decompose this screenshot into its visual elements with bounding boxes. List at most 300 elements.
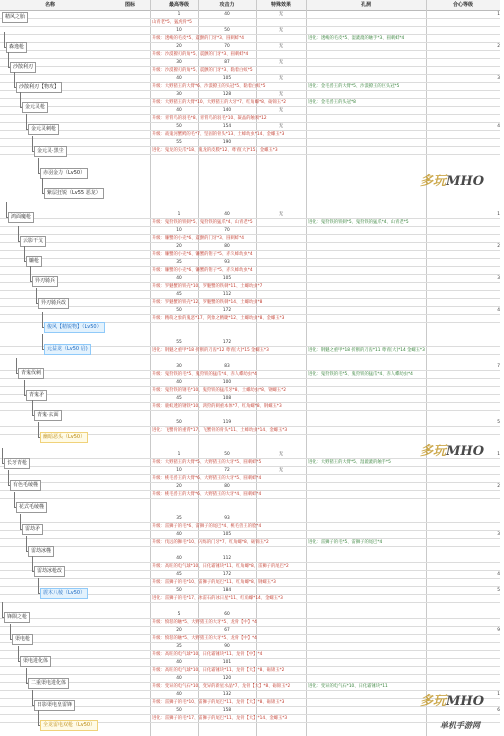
tree-node[interactable]: 森逸枪 [6, 42, 27, 53]
evolve-materials [306, 635, 428, 643]
special-value: 无 [278, 124, 284, 129]
table-row [0, 59, 500, 67]
special-value [256, 531, 306, 539]
evolve-materials: 进化：鬼狩铁的铁刺*5、鬼狩铁的猛爪*4、山青老*5 [308, 220, 409, 225]
attack-value: 40 [224, 212, 230, 217]
tree-node[interactable]: 二重渠电进化体 [28, 678, 69, 689]
tree-connector [8, 52, 9, 67]
evolve-materials [306, 475, 428, 483]
special-value: 无 [278, 212, 284, 217]
evolve-materials [306, 267, 428, 275]
required-value: 1 [497, 12, 500, 17]
upgrade-materials: 升级：镰蟹的小壳*6、镰蟹的钳子*5、赤久蜂幼虫*4 [152, 268, 253, 273]
attack-value: 154 [222, 124, 232, 129]
max-level-value: 1 [177, 12, 181, 17]
tree-connector [4, 47, 6, 48]
tree-connector [4, 32, 5, 47]
tree-connector [32, 690, 33, 705]
tree-connector [20, 514, 21, 529]
max-level-value: 40 [176, 676, 182, 681]
table-row [0, 395, 500, 403]
evolve-materials: 进化：鬼狩铁的毛*5、鬼狩铁的猛爪*4、赤人蝶幼虫*4 [308, 372, 413, 377]
evolve-materials [306, 523, 428, 531]
table-row [0, 259, 500, 267]
max-level-value: 40 [176, 660, 182, 665]
tree-connector [18, 241, 20, 242]
table-row [0, 139, 500, 147]
special-value [256, 307, 306, 315]
attack-value: 172 [222, 308, 232, 313]
required-value [426, 91, 504, 99]
evolve-materials [306, 251, 428, 259]
tree-connector [38, 173, 40, 174]
upgrade-materials: 升级：镰蟹的小壳*6、镰蟹的钳子*5、赤久蜂幼虫*4 [152, 252, 253, 257]
special-value [256, 675, 306, 683]
attack-value: 101 [222, 660, 232, 665]
tree-node[interactable]: 元益龙（Lv50 启) [44, 344, 91, 355]
tree-node[interactable]: 青鬼矛 [26, 390, 47, 401]
attack-value: 158 [222, 708, 232, 713]
table-row [0, 227, 500, 235]
tree-node[interactable]: 渠电枪 [12, 634, 33, 645]
tree-connector [42, 312, 43, 327]
required-value [426, 107, 504, 115]
table-row [0, 675, 500, 683]
tree-connector [2, 448, 3, 463]
max-level-value: 40 [176, 76, 182, 81]
tree-connector [36, 303, 38, 304]
required-value: 3 [497, 532, 500, 537]
required-value: 3 [497, 76, 500, 81]
tree-node[interactable]: 异刃骑兵改 [38, 298, 69, 309]
tree-connector [26, 551, 28, 552]
table-row [0, 371, 500, 379]
tree-connector [42, 349, 44, 350]
special-value [256, 483, 306, 491]
tree-node[interactable]: 雷劫冰枪改 [34, 566, 65, 577]
evolve-materials [306, 427, 428, 435]
required-value [426, 259, 504, 267]
table-row [0, 219, 500, 227]
attack-value: 184 [222, 588, 232, 593]
attack-value: 90 [224, 644, 230, 649]
evolve-materials [306, 491, 428, 499]
special-value: 无 [278, 12, 284, 17]
upgrade-materials: 升级：镰蟹的小壳*6、震颤的门牙*3、圆刺蚌*4 [152, 236, 244, 241]
table-row [0, 579, 500, 587]
tree-connector [38, 578, 39, 593]
max-level-value: 50 [176, 124, 182, 129]
tree-connector [30, 266, 31, 281]
tree-connector [42, 334, 43, 349]
tree-node[interactable]: 金元灵·黑尘 [34, 146, 67, 157]
tree-connector [38, 593, 40, 594]
max-level-value: 40 [176, 276, 182, 281]
table-row [0, 571, 500, 579]
required-value [426, 379, 504, 387]
table-row [0, 211, 500, 219]
upgrade-materials: 进化：钢魅之重甲*18 折断的刀齿*12 尊青[大]*15 金螺玉*3 [152, 348, 269, 353]
max-level-value: 35 [176, 260, 182, 265]
tree-node[interactable]: 雷劫冰槿 [28, 546, 54, 557]
tree-node[interactable]: 幽暗恶头（Lv50） [40, 432, 88, 443]
max-level-value: 55 [176, 140, 182, 145]
evolve-materials [306, 315, 428, 323]
attack-value: 40 [224, 12, 230, 17]
attack-value: 119 [222, 420, 232, 425]
table-row [0, 531, 500, 539]
max-level-value: 30 [176, 60, 182, 65]
required-value: 6 [497, 708, 500, 713]
special-value: 无 [278, 28, 284, 33]
evolve-materials [306, 667, 428, 675]
required-value [426, 59, 504, 67]
max-level-value: 5 [177, 612, 181, 617]
table-row [0, 267, 500, 275]
required-value: 4 [497, 572, 500, 577]
special-value: 无 [278, 76, 284, 81]
tree-connector [26, 129, 28, 130]
attack-value: 105 [222, 532, 232, 537]
table-row [0, 379, 500, 387]
tree-connector [20, 529, 22, 530]
evolve-materials: 进化：变异的电气石*10、日化霜锤块*11 [308, 684, 388, 689]
header-name: 名称 [44, 2, 55, 8]
upgrade-materials: 升级：变异的电气石*10、变异的新星水晶*7、龙骨【大】*8、砺锦玉*2 [152, 684, 291, 689]
attack-value: 190 [222, 140, 232, 145]
evolve-materials: 进化：大野猪王的大臂*5、湿漉漉的触手*5 [308, 460, 391, 465]
evolve-materials: 进化：雷狮子的毛*5、雷狮子的尾巴*4 [308, 540, 383, 545]
max-level-value: 20 [176, 628, 182, 633]
table-row [0, 299, 500, 307]
max-level-value: 1 [177, 212, 181, 217]
tree-node[interactable]: 全龙雷电双枪（Lv50） [40, 720, 98, 731]
table-row [0, 131, 500, 139]
tree-connector [2, 602, 3, 617]
tree-connector [38, 710, 39, 725]
attack-value: 87 [224, 60, 230, 65]
attack-value: 172 [222, 572, 232, 577]
upgrade-materials: 升级：高旺的电气球*10、日化霜锤块*11、龙骨【中】*4 [152, 652, 263, 657]
tree-connector [24, 380, 25, 395]
max-level-value: 45 [176, 396, 182, 401]
attack-value: 112 [222, 556, 232, 561]
tree-connector [32, 705, 34, 706]
evolve-materials [306, 387, 428, 395]
required-value [426, 555, 504, 563]
upgrade-materials: 升级：大野猪王的大臂*5、大野猪王的大牙*5、圆刺蚌*5 [152, 460, 262, 465]
tree-node[interactable]: 赤羽金力（Lv50） [40, 168, 88, 179]
tree-node[interactable]: 长牙青枪 [4, 458, 30, 469]
tree-connector [42, 193, 44, 194]
tree-connector [26, 668, 27, 683]
tree-node[interactable]: 俊风【精锐物】（Lv50） [44, 322, 105, 333]
tree-node[interactable]: 锋陨之枪 [4, 612, 30, 623]
header-max-level: 最高等级 [168, 2, 189, 8]
required-value [426, 467, 504, 475]
watermark-logo: 多玩MHO [420, 444, 485, 459]
table-row [0, 83, 500, 91]
max-level-value: 50 [176, 588, 182, 593]
tree-connector [14, 72, 15, 87]
tree-node[interactable]: 鸿面魔枪 [8, 212, 34, 223]
tree-node[interactable]: 镰枪 [26, 256, 42, 267]
table-row [0, 35, 500, 43]
tree-connector [8, 470, 9, 485]
tree-connector [42, 178, 43, 193]
special-value: 无 [278, 108, 284, 113]
required-value [426, 139, 504, 147]
table-row [0, 147, 500, 155]
max-level-value: 50 [176, 308, 182, 313]
upgrade-materials: 升级：罗魅蟹的铁壳*12、罗魅蟹的铁刺*14、土螺幼虫*8 [152, 300, 263, 305]
tree-connector [24, 395, 26, 396]
table-row [0, 667, 500, 675]
tree-node[interactable]: 雷劫矛 [22, 524, 43, 535]
table-row [0, 283, 500, 291]
table-row [0, 611, 500, 619]
tree-connector [38, 725, 40, 726]
tree-connector [38, 437, 40, 438]
attack-value: 172 [222, 340, 232, 345]
tree-connector [14, 507, 16, 508]
table-row [0, 11, 500, 19]
max-level-value: 20 [176, 484, 182, 489]
tree-node[interactable]: 金元灵枪 [22, 102, 48, 113]
upgrade-materials: 进化：雷狮子的毛*17、冰雷石的冰日星*11、红角螺*14、金螺玉*3 [152, 596, 283, 601]
evolve-materials: 进化：金毛兽王的大臂*5、沙漠獠王的巨头冠*5 [308, 84, 400, 89]
table-row [0, 403, 500, 411]
tree-connector [36, 288, 37, 303]
max-level-value: 50 [176, 708, 182, 713]
evolve-materials: 进化：钢魅之重甲*18 折断的刀齿*11 尊青[大]*14 金螺玉*3 [308, 348, 425, 353]
upgrade-materials: 升级：高旺的电气球*10、日化霜锤块*11、龙骨【大】*8、砺锦玉*2 [152, 668, 285, 673]
table-row [0, 387, 500, 395]
evolve-materials [306, 67, 428, 75]
table-row [0, 291, 500, 299]
tree-connector [18, 646, 19, 661]
upgrade-materials: 升级：鬼狩铁的毛*5、鬼狩铁的猛爪*4、赤人蝶幼虫*4 [152, 372, 257, 377]
header-icon: 图标 [124, 2, 135, 8]
tree-connector [38, 422, 39, 437]
tree-connector [20, 92, 21, 107]
table-header [0, 0, 500, 11]
evolve-materials [306, 131, 428, 139]
evolve-materials [306, 115, 428, 123]
attack-value: 50 [224, 28, 230, 33]
table-row [0, 307, 500, 315]
required-value [426, 339, 504, 347]
upgrade-materials: 升级：沙漠獠刃的角*5、震颤的门牙*3、圆刺蚌*4 [152, 52, 249, 57]
table-row [0, 275, 500, 283]
tree-connector [10, 624, 11, 639]
tree-node[interactable]: 日影渠电皇雷锋 [34, 700, 75, 711]
special-value [256, 419, 306, 427]
table-row [0, 19, 500, 27]
special-value [256, 627, 306, 635]
evolve-materials [306, 595, 428, 603]
special-value [256, 291, 306, 299]
required-value: 4 [497, 308, 500, 313]
attack-value: 132 [222, 692, 232, 697]
tree-node[interactable]: 震木八棱（Lv50） [40, 588, 88, 599]
max-level-value: 40 [176, 532, 182, 537]
table-row [0, 459, 500, 467]
special-value: 无 [278, 44, 284, 49]
special-value [256, 363, 306, 371]
special-value [256, 571, 306, 579]
evolve-materials [306, 299, 428, 307]
special-value [256, 243, 306, 251]
required-value: 3 [497, 276, 500, 281]
watermark-logo: 多玩MHO [420, 694, 485, 709]
max-level-value: 50 [176, 420, 182, 425]
tree-connector [30, 281, 32, 282]
header-slots: 孔洞 [360, 2, 371, 8]
tree-node[interactable]: 云影干戈 [20, 236, 46, 247]
max-level-value: 55 [176, 340, 182, 345]
table-row [0, 251, 500, 259]
attack-value: 67 [224, 628, 230, 633]
tree-node[interactable]: 青鬼伐刺 [18, 368, 44, 379]
tree-connector [8, 67, 10, 68]
table-row [0, 107, 500, 115]
tree-node[interactable]: 花式毛绫槿 [16, 502, 47, 513]
attack-value: 60 [224, 612, 230, 617]
upgrade-materials: 进化：飞蟹骨的重背*17、飞蟹骨的骨头*11、土蜂幼虫*14、金螺玉*3 [152, 428, 288, 433]
max-level-value: 10 [176, 28, 182, 33]
special-value [256, 707, 306, 715]
special-value [256, 611, 306, 619]
upgrade-materials: 升级：青背鸟的羽毛*8、青背鸟的羽毛*10、凝晶的触须*12 [152, 116, 267, 121]
evolve-materials [306, 19, 428, 27]
required-value [426, 611, 504, 619]
special-value [256, 659, 306, 667]
table-row [0, 51, 500, 59]
tree-node[interactable]: 渠电进化体 [20, 656, 51, 667]
evolve-materials [306, 147, 428, 155]
table-row [0, 75, 500, 83]
tree-node[interactable]: 精风之胎 [2, 12, 28, 23]
required-value [426, 515, 504, 523]
required-value: 4 [497, 124, 500, 129]
table-row [0, 67, 500, 75]
max-level-value: 20 [176, 44, 182, 49]
attack-value: 70 [224, 44, 230, 49]
table-row [0, 651, 500, 659]
required-value: 5 [497, 420, 500, 425]
tree-connector [24, 261, 26, 262]
tree-connector [26, 536, 27, 551]
special-value: 无 [278, 452, 284, 457]
special-value [256, 515, 306, 523]
upgrade-materials: 进化：雷狮子的毛*17、雷狮子的尾巴*11、龙骨【大】*14、金螺玉*3 [152, 716, 288, 721]
max-level-value: 35 [176, 516, 182, 521]
max-level-value: 30 [176, 92, 182, 97]
attack-value: 93 [224, 260, 230, 265]
special-value: 无 [278, 468, 284, 473]
upgrade-materials: 升级：大野猪王的大臂*6、沙漠獠王的头冠*5、黏着白蚁*5 [152, 84, 266, 89]
table-row [0, 563, 500, 571]
upgrade-materials: 升级：桃毛兽王的大臂*6、大野猪王的大牙*5、圆刺蚌*4 [152, 476, 262, 481]
evolve-materials [306, 715, 428, 723]
tree-node[interactable]: 青鬼·玄面 [34, 410, 62, 421]
tree-connector [6, 217, 8, 218]
table-row [0, 235, 500, 243]
tree-connector [32, 400, 33, 415]
upgrade-materials: 升级：鬼狩铁的钢毛*10、鬼狩铁的猛爪牙*8、土螺幼虫*8、钢螺玉*2 [152, 388, 286, 393]
tree-connector [2, 617, 4, 618]
attack-value: 128 [222, 92, 232, 97]
special-value [256, 691, 306, 699]
tree-connector [38, 158, 39, 173]
required-value: 1 [497, 212, 500, 217]
max-level-value: 40 [176, 692, 182, 697]
table-row [0, 491, 500, 499]
watermark-logo: 多玩MHO [420, 174, 485, 189]
upgrade-materials: 山青老*5、猛虎骨*5 [152, 20, 192, 25]
required-value [426, 291, 504, 299]
upgrade-materials: 升级：透峻的毛皮*5、震颤的门牙*3、圆刺蚌*4 [152, 36, 244, 41]
tree-node[interactable]: 紫层狂锐（Lv55 恶龙） [44, 188, 104, 199]
special-value [256, 275, 306, 283]
tree-connector [10, 639, 12, 640]
table-row [0, 659, 500, 667]
tree-node[interactable]: 有色毛绫槿 [10, 480, 41, 491]
header-special: 特殊效果 [270, 2, 291, 8]
required-value: 2 [497, 44, 500, 49]
tree-connector [32, 415, 34, 416]
tree-node[interactable]: 沙散利刃 [10, 62, 36, 73]
tree-node[interactable]: 沙散利刃【物攻】 [16, 82, 62, 93]
upgrade-materials: 升级：鬼狩铁的铁刺*5、鬼狩铁的猛爪*4、山青老*5 [152, 220, 253, 225]
watermark-site: 单机手游网 [440, 720, 480, 730]
required-value: 2 [497, 484, 500, 489]
max-level-value: 30 [176, 364, 182, 369]
table-row [0, 539, 500, 547]
table-row [0, 475, 500, 483]
upgrade-materials: 升级：精萌之象的鬼恶*17、剑象之精睫*12、土螺幼虫*8、金螺玉*3 [152, 316, 285, 321]
attack-value: 83 [224, 364, 230, 369]
upgrade-materials: 升级：高旺的电气球*10、日化霜锤块*11、红角螺*8、雷狮子的尾巴*2 [152, 564, 289, 569]
tree-connector [18, 226, 19, 241]
max-level-value: 45 [176, 292, 182, 297]
max-level-value: 1 [177, 452, 181, 457]
table-row [0, 555, 500, 563]
special-value [256, 259, 306, 267]
tree-connector [18, 661, 20, 662]
evolve-materials [306, 579, 428, 587]
tree-connector [32, 136, 33, 151]
tree-node[interactable]: 金元灵刺枪 [28, 124, 59, 135]
tree-connector [20, 107, 22, 108]
attack-value: 100 [222, 380, 232, 385]
tree-connector [16, 373, 18, 374]
upgrade-materials: 升级：雷狮子的毛*10、雷狮子的尾巴*11、红角螺*8、钢螺玉*3 [152, 580, 276, 585]
upgrade-materials: 升级：伐远的狮毛*10、闪烁的门牙*7、红角螺*8、砺锦玉*2 [152, 540, 269, 545]
attack-value: 105 [222, 76, 232, 81]
table-row [0, 483, 500, 491]
max-level-value: 40 [176, 556, 182, 561]
special-value [256, 395, 306, 403]
attack-value: 140 [222, 108, 232, 113]
tree-connector [26, 683, 28, 684]
evolve-materials [306, 235, 428, 243]
tree-node[interactable]: 异刃骑兵 [32, 276, 58, 287]
required-value: 5 [497, 588, 500, 593]
tree-connector [14, 492, 15, 507]
table-row [0, 515, 500, 523]
